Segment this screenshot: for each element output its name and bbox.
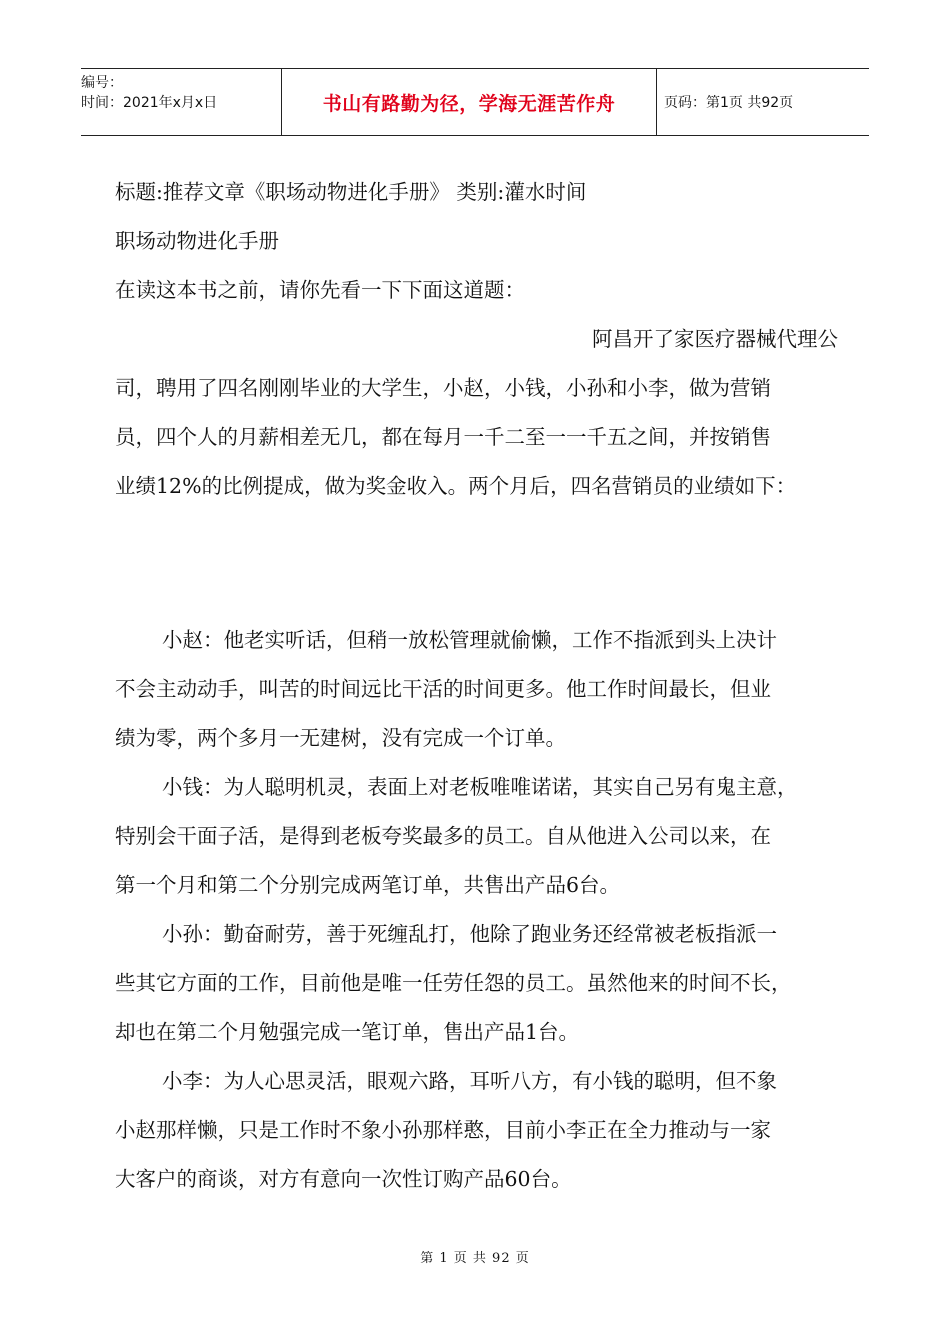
paragraph-sun bbox=[115, 910, 852, 1057]
text-line: 小孙：勤奋耐劳，善于死缠乱打，他除了跑业务还经常被老板指派一 bbox=[162, 922, 777, 946]
page-info: 页码：第1页 共92页 bbox=[664, 95, 794, 111]
text-line: 员，四个人的月薪相差无几，都在每月一千二至一一千五之间，并按销售 bbox=[115, 425, 771, 449]
page-footer: 第 1 页 共 92 页 bbox=[420, 1251, 530, 1266]
text-line: 业绩12%的比例提成，做为奖金收入。两个月后，四名营销员的业绩如下： bbox=[115, 474, 797, 498]
time-label: 时间：2021年x月x日 bbox=[81, 95, 218, 111]
text-line: 大客户的商谈，对方有意向一次性订购产品60台。 bbox=[115, 1167, 572, 1191]
number-label: 编号： bbox=[81, 75, 123, 91]
text-line: 小赵那样懒，只是工作时不象小孙那样憨，目前小李正在全力推动与一家 bbox=[115, 1118, 771, 1142]
employee-descriptions bbox=[115, 616, 852, 1204]
text-line: 绩为零，两个多月一无建树，没有完成一个订单。 bbox=[115, 726, 566, 750]
paragraph-qian bbox=[115, 763, 852, 910]
problem-paragraph bbox=[115, 364, 852, 511]
text-line: 特别会干面子活，是得到老板夸奖最多的员工。自从他进入公司以来，在 bbox=[115, 824, 771, 848]
text-line: 不会主动动手，叫苦的时间远比干活的时间更多。他工作时间最长，但业 bbox=[115, 677, 771, 701]
motto: 书山有路勤为径，学海无涯苦作舟 bbox=[322, 92, 616, 115]
text-line: 却也在第二个月勉强完成一笔订单，售出产品1台。 bbox=[115, 1020, 580, 1044]
paragraph-zhao bbox=[115, 616, 852, 763]
intro: 在读这本书之前，请你先看一下下面这道题： bbox=[115, 278, 525, 302]
text-line: 小钱：为人聪明机灵，表面上对老板唯唯诺诺，其实自己另有鬼主意， bbox=[162, 775, 798, 799]
text-line: 些其它方面的工作，目前他是唯一任劳任怨的员工。虽然他来的时间不长， bbox=[115, 971, 792, 995]
text-line: 第一个月和第二个分别完成两笔订单，共售出产品6台。 bbox=[115, 873, 621, 897]
paragraph-li bbox=[115, 1057, 852, 1204]
page-header bbox=[81, 68, 869, 136]
text-line: 小李：为人心思灵活，眼观六路，耳听八方，有小钱的聪明，但不象 bbox=[162, 1069, 777, 1093]
text-line: 司，聘用了四名刚刚毕业的大学生，小赵，小钱，小孙和小李，做为营销 bbox=[115, 376, 771, 400]
text-line: 小赵：他老实听话，但稍一放松管理就偷懒，工作不指派到头上决计 bbox=[162, 628, 777, 652]
subtitle: 职场动物进化手册 bbox=[115, 229, 279, 253]
title-line: 标题:推荐文章《职场动物进化手册》 类别:灌水时间 bbox=[115, 180, 587, 204]
header-page-cell bbox=[656, 69, 877, 135]
problem-first-line: 阿昌开了家医疗器械代理公 bbox=[592, 327, 838, 351]
header-motto-cell bbox=[281, 69, 657, 135]
header-meta bbox=[81, 69, 281, 139]
document-body bbox=[115, 168, 852, 511]
